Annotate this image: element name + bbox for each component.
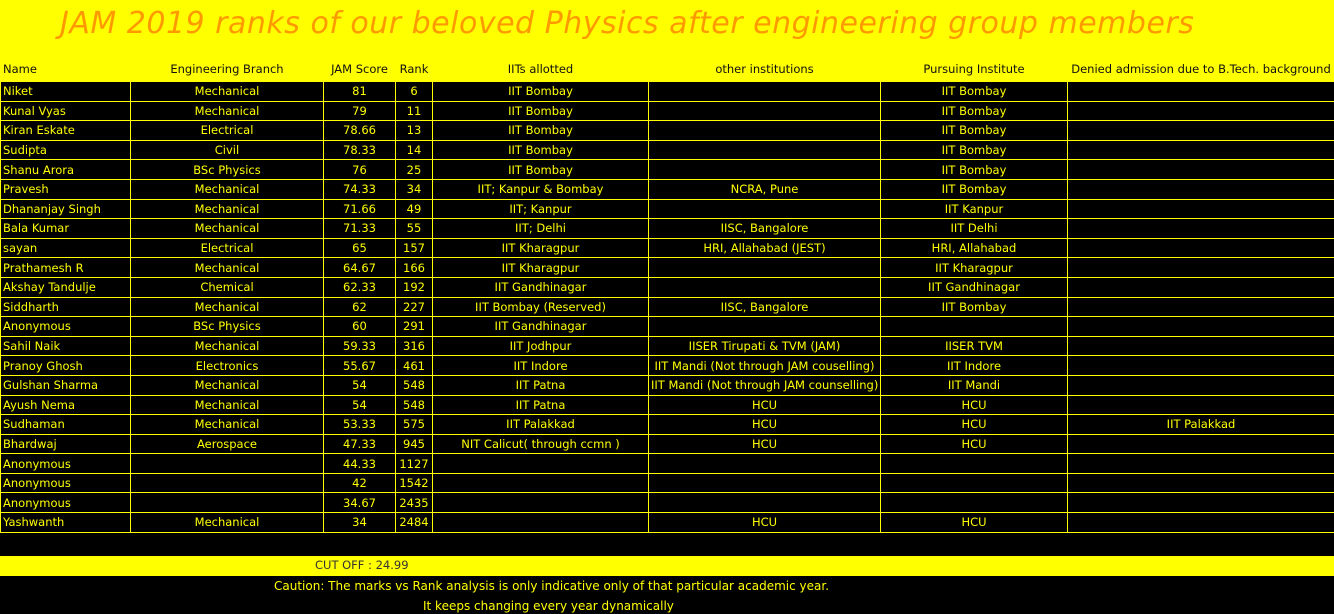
- table-cell: Aerospace: [131, 434, 324, 454]
- table-cell: Mechanical: [131, 258, 324, 278]
- table-row: [1, 238, 1334, 258]
- table-row: [1, 356, 1334, 376]
- table-row: [1, 160, 1334, 180]
- column-header: Rank: [396, 57, 433, 82]
- table-row: [1, 473, 1334, 493]
- table-cell: HCU: [649, 434, 881, 454]
- table-cell: 55: [396, 219, 433, 239]
- table-cell: HCU: [649, 415, 881, 435]
- table-cell: Mechanical: [131, 395, 324, 415]
- table-header-row: [1, 57, 1334, 82]
- table-cell: Mechanical: [131, 219, 324, 239]
- table-cell: IIT Mandi (Not through JAM counselling): [649, 375, 881, 395]
- table-cell: [1068, 297, 1334, 317]
- table-cell: Pravesh: [1, 179, 131, 199]
- table-cell: IIT Mandi: [881, 375, 1068, 395]
- table-cell: Sahil Naik: [1, 336, 131, 356]
- table-cell: 64.67: [324, 258, 396, 278]
- table-cell: [1068, 101, 1334, 121]
- table-cell: Anonymous: [1, 493, 131, 513]
- table-cell: IIT; Kanpur: [433, 199, 649, 219]
- table-row: [1, 258, 1334, 278]
- table-cell: 59.33: [324, 336, 396, 356]
- table-cell: IIT Kharagpur: [881, 258, 1068, 278]
- table-cell: [881, 317, 1068, 337]
- table-row: [1, 513, 1334, 533]
- table-cell: IIT Bombay: [881, 82, 1068, 102]
- table-cell: 76: [324, 160, 396, 180]
- table-cell: [881, 454, 1068, 474]
- table-cell: 34: [324, 513, 396, 533]
- table-row: [1, 219, 1334, 239]
- table-cell: [1068, 434, 1334, 454]
- table-cell: HCU: [881, 513, 1068, 533]
- column-header: IITs allotted: [433, 57, 649, 82]
- table-cell: 14: [396, 140, 433, 160]
- table-cell: HRI, Allahabad: [881, 238, 1068, 258]
- table-row: [1, 199, 1334, 219]
- table-row: [1, 317, 1334, 337]
- table-cell: HCU: [881, 434, 1068, 454]
- table-cell: [433, 454, 649, 474]
- table-cell: IIT Bombay: [433, 160, 649, 180]
- table-cell: 575: [396, 415, 433, 435]
- table-cell: IIT Patna: [433, 395, 649, 415]
- table-cell: 2435: [396, 493, 433, 513]
- table-cell: IIT Kanpur: [881, 199, 1068, 219]
- table-row: [1, 493, 1334, 513]
- table-cell: 49: [396, 199, 433, 219]
- table-cell: Mechanical: [131, 513, 324, 533]
- table-cell: Mechanical: [131, 297, 324, 317]
- table-cell: Yashwanth: [1, 513, 131, 533]
- table-cell: IIT Mandi (Not through JAM couselling): [649, 356, 881, 376]
- table-cell: IIT Bombay: [433, 101, 649, 121]
- table-cell: [433, 493, 649, 513]
- table-cell: [131, 493, 324, 513]
- table-cell: 461: [396, 356, 433, 376]
- table-row: [1, 375, 1334, 395]
- table-cell: IIT Indore: [881, 356, 1068, 376]
- table-cell: IIT Jodhpur: [433, 336, 649, 356]
- caution-note-line2: It keeps changing every year dynamically: [423, 599, 674, 613]
- table-cell: Anonymous: [1, 317, 131, 337]
- caution-note-line1: Caution: The marks vs Rank analysis is only indicative only of that particular academic year.: [274, 579, 830, 593]
- table-cell: NIT Calicut( through ccmn ): [433, 434, 649, 454]
- table-cell: [433, 513, 649, 533]
- table-cell: Anonymous: [1, 454, 131, 474]
- table-cell: IIT Kharagpur: [433, 238, 649, 258]
- table-cell: Bala Kumar: [1, 219, 131, 239]
- table-cell: 1127: [396, 454, 433, 474]
- table-cell: IIT Gandhinagar: [433, 277, 649, 297]
- table-cell: [1068, 395, 1334, 415]
- table-cell: Chemical: [131, 277, 324, 297]
- table-cell: 945: [396, 434, 433, 454]
- table-cell: IISC, Bangalore: [649, 219, 881, 239]
- table-cell: 166: [396, 258, 433, 278]
- table-cell: BSc Physics: [131, 160, 324, 180]
- table-cell: 65: [324, 238, 396, 258]
- table-cell: Bhardwaj: [1, 434, 131, 454]
- table-row: [1, 297, 1334, 317]
- table-cell: Mechanical: [131, 101, 324, 121]
- table-cell: IIT; Delhi: [433, 219, 649, 239]
- table-cell: Electrical: [131, 121, 324, 141]
- table-cell: [1068, 179, 1334, 199]
- table-cell: 60: [324, 317, 396, 337]
- table-cell: IIT Bombay: [881, 160, 1068, 180]
- column-header: Denied admission due to B.Tech. background: [1068, 57, 1334, 82]
- table-cell: 71.66: [324, 199, 396, 219]
- table-cell: HCU: [649, 513, 881, 533]
- table-cell: 34.67: [324, 493, 396, 513]
- table-row: [1, 101, 1334, 121]
- table-cell: Sudhaman: [1, 415, 131, 435]
- table-cell: IIT Gandhinagar: [433, 317, 649, 337]
- table-cell: 34: [396, 179, 433, 199]
- table-row: [1, 82, 1334, 102]
- table-cell: Gulshan Sharma: [1, 375, 131, 395]
- column-header: Pursuing Institute: [881, 57, 1068, 82]
- table-cell: [1068, 493, 1334, 513]
- table-row: [1, 395, 1334, 415]
- column-header: Engineering Branch: [131, 57, 324, 82]
- table-cell: IIT Gandhinagar: [881, 277, 1068, 297]
- table-cell: IIT Bombay: [881, 140, 1068, 160]
- table-cell: 71.33: [324, 219, 396, 239]
- table-cell: 548: [396, 375, 433, 395]
- page-title: JAM 2019 ranks of our beloved Physics after engineering group members: [60, 6, 1195, 41]
- table-cell: 81: [324, 82, 396, 102]
- table-cell: [649, 160, 881, 180]
- table-cell: [649, 317, 881, 337]
- table-cell: [1068, 356, 1334, 376]
- table-cell: IIT Indore: [433, 356, 649, 376]
- table-cell: Ayush Nema: [1, 395, 131, 415]
- table-cell: 291: [396, 317, 433, 337]
- table-body: [1, 82, 1334, 533]
- table-cell: Kiran Eskate: [1, 121, 131, 141]
- cutoff-bar: [0, 556, 1334, 576]
- table-cell: [649, 277, 881, 297]
- table-cell: HCU: [881, 415, 1068, 435]
- table-cell: IISER Tirupati & TVM (JAM): [649, 336, 881, 356]
- table-cell: 1542: [396, 473, 433, 493]
- table-cell: IIT Palakkad: [1068, 415, 1334, 435]
- table-cell: IIT Patna: [433, 375, 649, 395]
- table-cell: [881, 493, 1068, 513]
- title-banner: [0, 0, 1334, 56]
- table-cell: [433, 473, 649, 493]
- table-cell: Niket: [1, 82, 131, 102]
- table-cell: 79: [324, 101, 396, 121]
- table-cell: IIT Bombay: [881, 179, 1068, 199]
- table-cell: 74.33: [324, 179, 396, 199]
- table-cell: Siddharth: [1, 297, 131, 317]
- table-cell: Civil: [131, 140, 324, 160]
- table-cell: sayan: [1, 238, 131, 258]
- table-cell: 192: [396, 277, 433, 297]
- table-cell: 78.33: [324, 140, 396, 160]
- table-cell: [1068, 121, 1334, 141]
- column-header: other institutions: [649, 57, 881, 82]
- table-row: [1, 179, 1334, 199]
- ranks-table: [0, 56, 1334, 533]
- table-cell: IIT Bombay: [881, 101, 1068, 121]
- table-cell: [1068, 375, 1334, 395]
- table-cell: 2484: [396, 513, 433, 533]
- table-cell: 157: [396, 238, 433, 258]
- table-cell: IIT Bombay: [433, 82, 649, 102]
- table-cell: [1068, 199, 1334, 219]
- table-cell: Shanu Arora: [1, 160, 131, 180]
- table-cell: [131, 473, 324, 493]
- table-cell: IIT Bombay: [881, 297, 1068, 317]
- table-row: [1, 415, 1334, 435]
- table-cell: [1068, 160, 1334, 180]
- table-cell: 53.33: [324, 415, 396, 435]
- cutoff-text: CUT OFF : 24.99: [315, 558, 409, 572]
- table-cell: 6: [396, 82, 433, 102]
- table-cell: [649, 493, 881, 513]
- table-cell: Mechanical: [131, 82, 324, 102]
- table-cell: Akshay Tandulje: [1, 277, 131, 297]
- table-cell: 44.33: [324, 454, 396, 474]
- table-cell: IIT Bombay: [433, 140, 649, 160]
- table-row: [1, 454, 1334, 474]
- column-header: Name: [1, 57, 131, 82]
- table-cell: IIT Bombay: [881, 121, 1068, 141]
- table-cell: NCRA, Pune: [649, 179, 881, 199]
- table-cell: Electrical: [131, 238, 324, 258]
- table-row: [1, 121, 1334, 141]
- table-cell: Anonymous: [1, 473, 131, 493]
- table-cell: [649, 473, 881, 493]
- table-cell: 62: [324, 297, 396, 317]
- table-cell: 55.67: [324, 356, 396, 376]
- table-cell: 316: [396, 336, 433, 356]
- table-cell: [1068, 513, 1334, 533]
- table-cell: [649, 82, 881, 102]
- table-cell: Mechanical: [131, 336, 324, 356]
- table-cell: Electronics: [131, 356, 324, 376]
- table-cell: IIT Kharagpur: [433, 258, 649, 278]
- table-cell: [1068, 473, 1334, 493]
- table-cell: IIT Delhi: [881, 219, 1068, 239]
- table-cell: IIT Bombay (Reserved): [433, 297, 649, 317]
- column-header: JAM Score: [324, 57, 396, 82]
- table-cell: IIT; Kanpur & Bombay: [433, 179, 649, 199]
- table-cell: 54: [324, 395, 396, 415]
- table-cell: 78.66: [324, 121, 396, 141]
- table-cell: 54: [324, 375, 396, 395]
- table-cell: [1068, 82, 1334, 102]
- table-cell: 11: [396, 101, 433, 121]
- table-cell: [1068, 454, 1334, 474]
- table-cell: [131, 454, 324, 474]
- table-row: [1, 140, 1334, 160]
- table-cell: IISER TVM: [881, 336, 1068, 356]
- table-cell: [1068, 219, 1334, 239]
- table-cell: [1068, 317, 1334, 337]
- table-cell: HRI, Allahabad (JEST): [649, 238, 881, 258]
- table-cell: [649, 140, 881, 160]
- table-cell: [881, 473, 1068, 493]
- table-cell: Prathamesh R: [1, 258, 131, 278]
- table-cell: 25: [396, 160, 433, 180]
- table-cell: 47.33: [324, 434, 396, 454]
- table-cell: Pranoy Ghosh: [1, 356, 131, 376]
- table-cell: Kunal Vyas: [1, 101, 131, 121]
- table-cell: Mechanical: [131, 179, 324, 199]
- table-cell: Mechanical: [131, 375, 324, 395]
- table-cell: [649, 258, 881, 278]
- table-cell: 13: [396, 121, 433, 141]
- table-cell: 62.33: [324, 277, 396, 297]
- table-cell: [649, 199, 881, 219]
- table-cell: [1068, 140, 1334, 160]
- table-cell: Dhananjay Singh: [1, 199, 131, 219]
- table-cell: IIT Bombay: [433, 121, 649, 141]
- table-cell: 548: [396, 395, 433, 415]
- table-cell: [649, 454, 881, 474]
- table-cell: Mechanical: [131, 415, 324, 435]
- table-cell: [649, 121, 881, 141]
- table-cell: BSc Physics: [131, 317, 324, 337]
- table-cell: [1068, 336, 1334, 356]
- table-cell: Sudipta: [1, 140, 131, 160]
- table-cell: [649, 101, 881, 121]
- table-cell: [1068, 258, 1334, 278]
- table-cell: HCU: [881, 395, 1068, 415]
- table-cell: 227: [396, 297, 433, 317]
- table-cell: [1068, 238, 1334, 258]
- table-cell: IISC, Bangalore: [649, 297, 881, 317]
- table-cell: IIT Palakkad: [433, 415, 649, 435]
- table-cell: [1068, 277, 1334, 297]
- table-cell: Mechanical: [131, 199, 324, 219]
- table-row: [1, 336, 1334, 356]
- table-cell: HCU: [649, 395, 881, 415]
- table-cell: 42: [324, 473, 396, 493]
- table-row: [1, 277, 1334, 297]
- table-row: [1, 434, 1334, 454]
